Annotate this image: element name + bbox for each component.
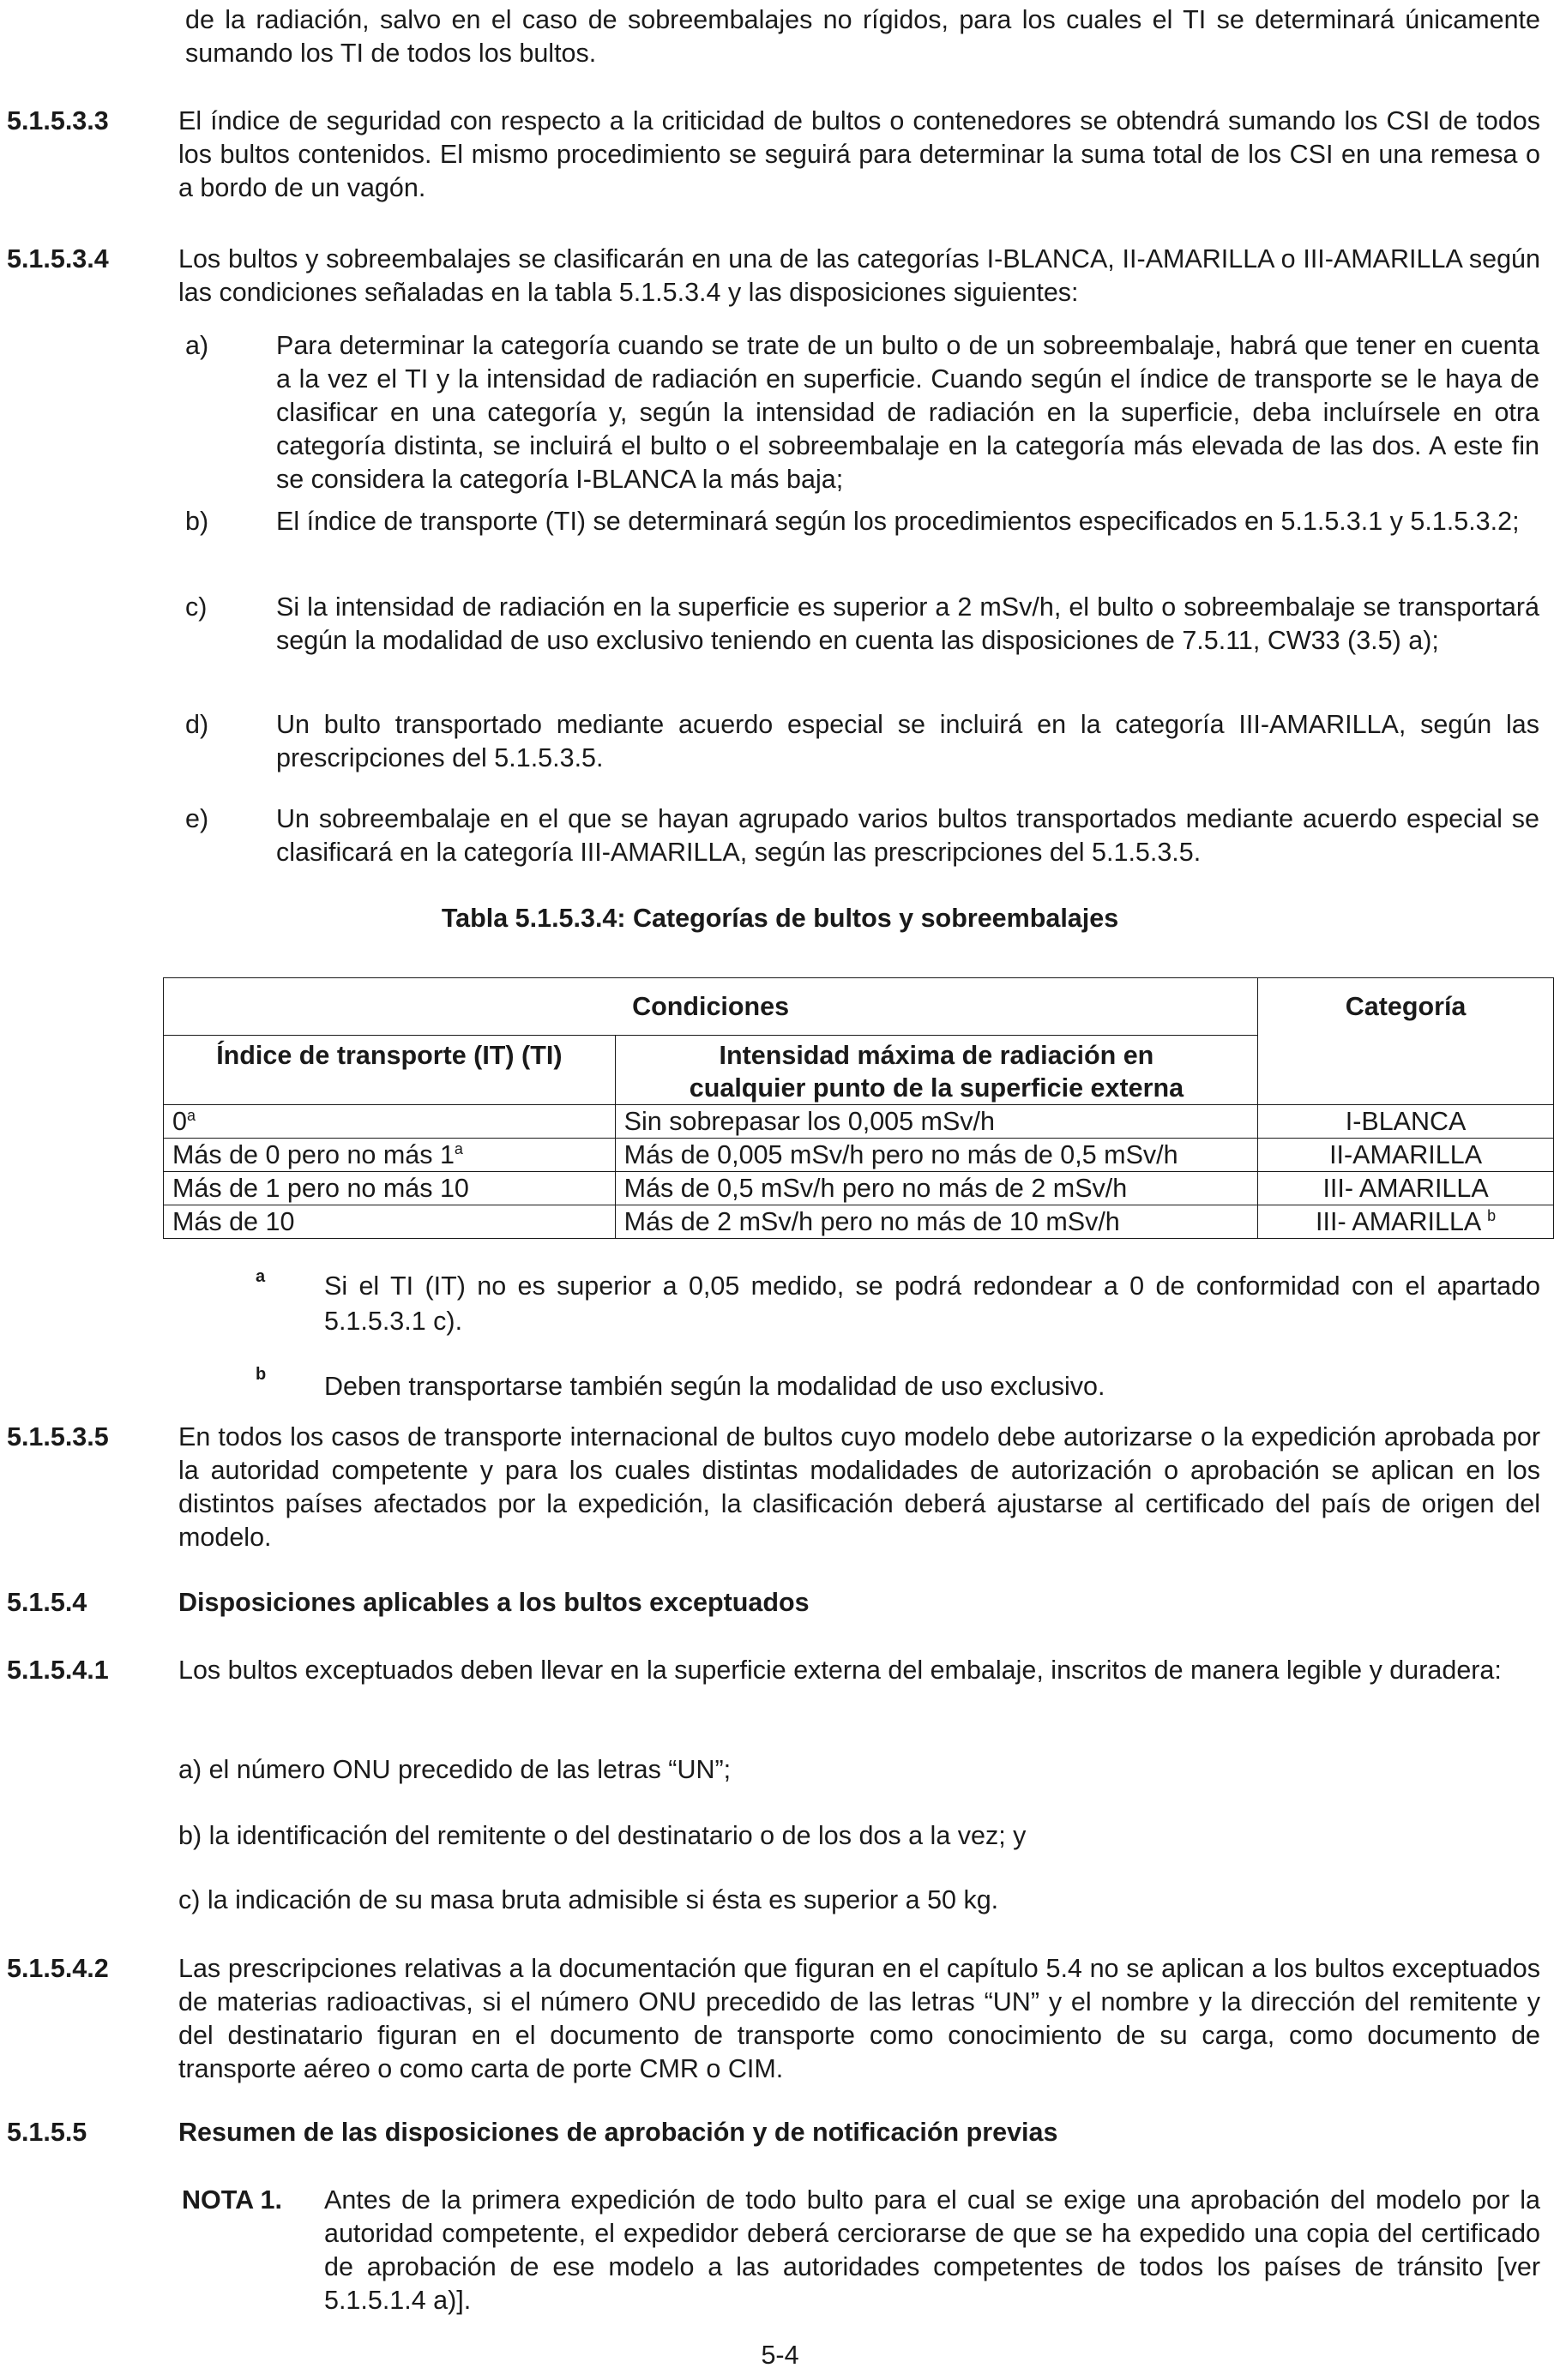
header-category: Categoría [1258, 978, 1554, 1036]
table-subheader-row [164, 1036, 1554, 1105]
cell-index [164, 1205, 616, 1239]
section-number: 5.1.5.3.3 [7, 106, 109, 135]
table-row [164, 1105, 1554, 1139]
cell-intensity: Más de 0,5 mSv/h pero no más de 2 mSv/h [615, 1172, 1257, 1205]
footnote-mark: a [256, 1267, 266, 1286]
cell-index-text: Más de 10 [172, 1207, 295, 1236]
list-item-label: d) [185, 710, 209, 739]
page-number: 5-4 [761, 2341, 799, 2370]
note-text: Antes de la primera expedición de todo bulto para el cual se exige una aprobación del modelo por la autoridad competente, el expedidor deberá cerciorarse de que se ha expedido una copia del certificado de aprobación de ese modelo a las autoridades competentes de todos los países de tránsito [ver 5.1.5.1.4 a)]. [324, 2185, 1540, 2315]
list-item-text: Si la intensidad de radiación en la superficie es superior a 2 mSv/h, el bulto o sobreembalaje se transportará según la modalidad de uso exclusivo teniendo en cuenta las disposiciones de 7.5.11, CW33 (3.5) a); [276, 592, 1539, 655]
cell-intensity: Más de 2 mSv/h pero no más de 10 mSv/h [615, 1205, 1257, 1239]
cell-index-text: Más de 0 pero no más 1 [172, 1140, 455, 1169]
list-item-label: a) [185, 331, 209, 360]
header-intensity [615, 1036, 1257, 1105]
section-number: 5.1.5.3.4 [7, 244, 109, 273]
section-paragraph: El índice de seguridad con respecto a la criticidad de bultos o contenedores se obtendrá sumando los CSI de todos los bultos contenidos. El mismo procedimiento se seguirá para determinar la suma total de los CSI en una remesa o a bordo de un vagón. [178, 106, 1540, 202]
table-row [164, 1172, 1554, 1205]
section-heading: Resumen de las disposiciones de aprobación y de notificación previas [178, 2118, 1058, 2147]
list-item-label: b) [185, 507, 209, 536]
section-number: 5.1.5.4 [7, 1588, 87, 1617]
cell-intensity: Más de 0,005 mSv/h pero no más de 0,5 mSv/h [615, 1139, 1257, 1172]
list-item: b) la identificación del remitente o del destinatario o de los dos a la vez; y [178, 1821, 1027, 1850]
footnote-ref: a [186, 1106, 196, 1124]
footnote-text: Deben transportarse también según la modalidad de uso exclusivo. [324, 1372, 1105, 1401]
section-number: 5.1.5.4.1 [7, 1656, 109, 1685]
table-caption: Tabla 5.1.5.3.4: Categorías de bultos y sobreembalajes [441, 904, 1119, 933]
section-paragraph: En todos los casos de transporte internacional de bultos cuyo modelo debe autorizarse o la expedición aprobada por la autoridad competente y para los cuales distintas modalidades de autorización o aprobación se aplican en los distintos países afectados por la expedición, la clasificación deberá ajustarse al certificado del país de origen del modelo. [178, 1422, 1540, 1552]
list-item-text: Para determinar la categoría cuando se trate de un bulto o de un sobreembalaje, habrá que tener en cuenta a la vez el TI y la intensidad de radiación en superficie. Cuando según el índice de transporte se le haya de clasificar en una categoría y, según la intensidad de radiación en la superficie, deba incluírsele en otra categoría distinta, se incluirá el bulto o el sobreembalaje en la categoría más elevada de las dos. A este fin se considera la categoría I-BLANCA la más baja; [276, 331, 1539, 494]
section-number: 5.1.5.5 [7, 2118, 87, 2147]
header-intensity-line-2: cualquier punto de la superficie externa [689, 1073, 1184, 1103]
note-label: NOTA 1. [182, 2185, 282, 2215]
section-paragraph: Los bultos exceptuados deben llevar en la superficie externa del embalaje, inscritos de manera legible y duradera: [178, 1656, 1502, 1685]
header-conditions: Condiciones [164, 978, 1258, 1036]
table-row [164, 1139, 1554, 1172]
header-category-spacer [1258, 1036, 1554, 1105]
header-transport-index: Índice de transporte (IT) (TI) [164, 1036, 616, 1105]
footnote-ref: b [1487, 1206, 1497, 1224]
section-heading: Disposiciones aplicables a los bultos exceptuados [178, 1588, 810, 1617]
cell-category [1258, 1105, 1554, 1139]
list-item: c) la indicación de su masa bruta admisible si ésta es superior a 50 kg. [178, 1885, 999, 1914]
cell-index-text: Más de 1 pero no más 10 [172, 1174, 469, 1203]
categories-table [163, 977, 1554, 1239]
list-item-label: c) [185, 592, 208, 622]
section-paragraph: Las prescripciones relativas a la documentación que figuran en el capítulo 5.4 no se aplican a los bultos exceptuados de materias radioactivas, si el número ONU precedido de las letras “UN” y el nombre y la dirección del remitente y del destinatario figuran en el documento de transporte como conocimiento de su carga, como documento de transporte aéreo o como carta de porte CMR o CIM. [178, 1954, 1540, 2083]
table-row [164, 1205, 1554, 1239]
section-number: 5.1.5.4.2 [7, 1954, 109, 1983]
cell-index-text: 0 [172, 1107, 187, 1136]
intro-paragraph: de la radiación, salvo en el caso de sobreembalajes no rígidos, para los cuales el TI se determinará únicamente sumando los TI de todos los bultos. [185, 5, 1540, 68]
footnote-text: Si el TI (IT) no es superior a 0,05 medido, se podrá redondear a 0 de conformidad con el apartado 5.1.5.3.1 c). [324, 1271, 1540, 1336]
list-item-text: El índice de transporte (TI) se determinará según los procedimientos especificados en 5.1.5.3.1 y 5.1.5.3.2; [276, 507, 1520, 536]
table-header-row [164, 978, 1554, 1036]
cell-intensity: Sin sobrepasar los 0,005 mSv/h [615, 1105, 1257, 1139]
section-paragraph: Los bultos y sobreembalajes se clasificarán en una de las categorías I-BLANCA, II-AMARILLA o III-AMARILLA según las condiciones señaladas en la tabla 5.1.5.3.4 y las disposiciones siguientes: [178, 244, 1540, 307]
footnote-ref: a [454, 1139, 463, 1157]
cell-category-text: I-BLANCA [1345, 1107, 1467, 1136]
footnote-mark: b [256, 1365, 267, 1384]
list-item-label: e) [185, 804, 209, 833]
cell-category [1258, 1172, 1554, 1205]
cell-index [164, 1105, 616, 1139]
list-item: a) el número ONU precedido de las letras “UN”; [178, 1755, 732, 1784]
header-intensity-line-1: Intensidad máxima de radiación en [719, 1041, 1154, 1070]
cell-index [164, 1172, 616, 1205]
cell-category-text: II-AMARILLA [1329, 1140, 1483, 1169]
list-item-text: Un bulto transportado mediante acuerdo especial se incluirá en la categoría III-AMARILLA, según las prescripciones del 5.1.5.3.5. [276, 710, 1539, 772]
section-number: 5.1.5.3.5 [7, 1422, 109, 1451]
cell-index [164, 1139, 616, 1172]
cell-category-text: III- AMARILLA [1316, 1207, 1480, 1236]
cell-category [1258, 1139, 1554, 1172]
cell-category-text: III- AMARILLA [1322, 1174, 1489, 1203]
cell-category [1258, 1205, 1554, 1239]
list-item-text: Un sobreembalaje en el que se hayan agrupado varios bultos transportados mediante acuerdo especial se clasificará en la categoría III-AMARILLA, según las prescripciones del 5.1.5.3.5. [276, 804, 1539, 867]
